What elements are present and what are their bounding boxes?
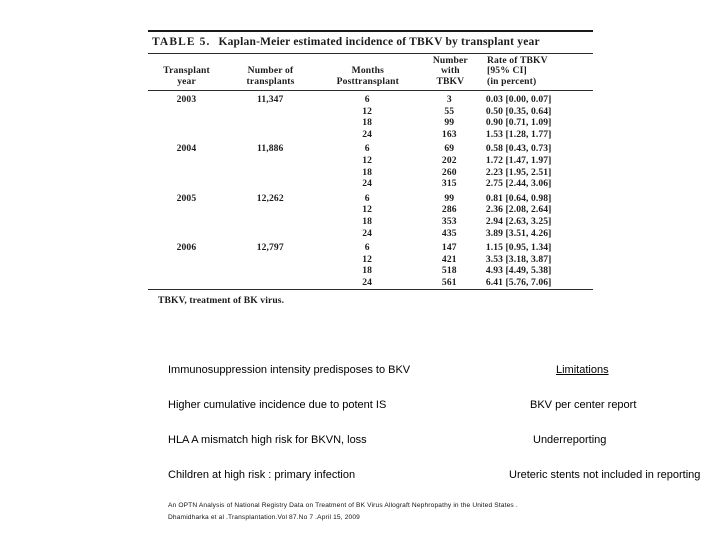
- table-row: [148, 129, 593, 141]
- cell-number-transplants: 11,347: [257, 94, 284, 105]
- cell-months-posttransplant: 6: [364, 143, 370, 155]
- cell-number-with-tbkv: 421: [441, 253, 457, 265]
- cell-rate-of-tbkv: 3.89 [3.51, 4.26]: [485, 227, 552, 239]
- table-row: [148, 216, 593, 228]
- cell-number-transplants: [225, 216, 316, 228]
- cell-number-transplants: 11,886: [257, 143, 284, 155]
- cell-transplant-year: [148, 254, 225, 266]
- table-header: [148, 54, 593, 91]
- cell-number-with-tbkv: 518: [441, 265, 457, 277]
- cell-number-transplants: 12,797: [256, 242, 284, 254]
- cell-months-posttransplant: 18: [362, 265, 373, 277]
- limitations-heading: Limitations: [556, 364, 609, 376]
- table-row: [148, 265, 593, 277]
- cell-number-with-tbkv: 561: [441, 276, 457, 288]
- table-row: [148, 228, 593, 240]
- cell-rate-of-tbkv: 6.41 [5.76, 7.06]: [485, 276, 552, 288]
- cell-months-posttransplant: 18: [362, 215, 373, 227]
- cell-number-transplants: [225, 106, 316, 118]
- bullet-row-1: [0, 363, 720, 398]
- cell-months-posttransplant: 24: [362, 227, 373, 239]
- cell-months-posttransplant: 12: [362, 154, 373, 166]
- bullet-higher-cumulative-incidence: Higher cumulative incidence due to potent IS: [168, 399, 387, 411]
- cell-rate-of-tbkv: 3.53 [3.18, 3.87]: [485, 253, 552, 265]
- cell-rate-of-tbkv: 2.75 [2.44, 3.06]: [485, 178, 552, 190]
- cell-transplant-year: 2003: [176, 94, 197, 105]
- table-row: [148, 91, 593, 106]
- cell-transplant-year: [148, 228, 225, 240]
- table-row: [148, 117, 593, 129]
- column-header-rate-of-tbkv: Rate of TBKV [95% CI] (in percent): [486, 54, 548, 87]
- cell-months-posttransplant: 18: [362, 117, 373, 129]
- cell-number-transplants: [225, 277, 316, 289]
- bullet-children-at-high-risk: Children at high risk : primary infection: [168, 469, 356, 481]
- cell-rate-of-tbkv: 1.72 [1.47, 1.97]: [485, 154, 552, 166]
- table-caption-label: TABLE 5.: [152, 36, 211, 48]
- cell-months-posttransplant: 24: [362, 128, 373, 140]
- table-row: [148, 167, 593, 179]
- cell-number-transplants: [225, 167, 316, 179]
- cell-number-with-tbkv: 55: [444, 105, 455, 117]
- cell-number-transplants: [225, 254, 316, 266]
- cell-number-transplants: [225, 265, 316, 277]
- cell-months-posttransplant: 6: [364, 94, 370, 105]
- cell-months-posttransplant: 6: [364, 242, 370, 254]
- cell-number-transplants: [225, 178, 316, 190]
- slide-body: [0, 363, 720, 503]
- table-row: [148, 277, 593, 289]
- table-row: [148, 155, 593, 167]
- cell-number-transplants: [225, 155, 316, 167]
- cell-rate-of-tbkv: 0.90 [0.71, 1.09]: [485, 117, 552, 129]
- cell-number-with-tbkv: 202: [441, 154, 457, 166]
- cell-rate-of-tbkv: 2.23 [1.95, 2.51]: [485, 166, 552, 178]
- cell-rate-of-tbkv: 0.58 [0.43, 0.73]: [485, 143, 552, 155]
- cell-months-posttransplant: 18: [362, 166, 373, 178]
- column-header-number-with-tbkv: Number with TBKV: [432, 54, 468, 87]
- cell-transplant-year: [148, 204, 225, 216]
- cell-months-posttransplant: 12: [362, 105, 373, 117]
- cell-transplant-year: [148, 178, 225, 190]
- cell-number-with-tbkv: 3: [446, 94, 452, 105]
- citation-footnote: [168, 500, 518, 523]
- cell-number-with-tbkv: 99: [444, 192, 455, 204]
- cell-transplant-year: [148, 106, 225, 118]
- cell-rate-of-tbkv: 1.15 [0.95, 1.34]: [485, 242, 552, 254]
- table-body: [148, 91, 593, 289]
- bullet-immunosuppression-intensity: Immunosuppression intensity predisposes to BKV: [168, 364, 411, 376]
- cell-rate-of-tbkv: 2.36 [2.08, 2.64]: [485, 204, 552, 216]
- bullet-row-3: [0, 433, 720, 468]
- table-row: [148, 254, 593, 266]
- cell-number-with-tbkv: 260: [441, 166, 457, 178]
- table-caption: [148, 32, 593, 53]
- table-row: [148, 204, 593, 216]
- cell-transplant-year: [148, 155, 225, 167]
- cell-number-transplants: [225, 117, 316, 129]
- cell-months-posttransplant: 12: [362, 204, 373, 216]
- cell-number-with-tbkv: 147: [441, 242, 457, 254]
- kaplan-meier-table: [148, 54, 593, 91]
- cell-number-with-tbkv: 69: [444, 143, 455, 155]
- column-header-months-posttransplant: Months Posttransplant: [336, 65, 399, 87]
- cell-transplant-year: 2005: [176, 192, 197, 204]
- bullet-row-4: [0, 468, 720, 503]
- cell-transplant-year: [148, 129, 225, 141]
- cell-number-transplants: [225, 204, 316, 216]
- limitation-per-center-report: BKV per center report: [530, 399, 637, 411]
- table-caption-text: Kaplan-Meier estimated incidence of TBKV by transplant year: [218, 36, 540, 48]
- cell-rate-of-tbkv: 0.81 [0.64, 0.98]: [485, 192, 552, 204]
- column-header-transplant-year: Transplant year: [163, 65, 210, 87]
- cell-number-with-tbkv: 315: [441, 178, 457, 190]
- cell-number-transplants: [225, 129, 316, 141]
- cell-rate-of-tbkv: 0.50 [0.35, 0.64]: [485, 105, 552, 117]
- cell-transplant-year: [148, 117, 225, 129]
- cell-rate-of-tbkv: 1.53 [1.28, 1.77]: [485, 128, 552, 140]
- kaplan-meier-table-body: [148, 91, 593, 289]
- cell-number-transplants: [225, 228, 316, 240]
- table-header-row: [148, 54, 593, 91]
- cell-months-posttransplant: 24: [362, 276, 373, 288]
- cell-transplant-year: [148, 277, 225, 289]
- table-footnote: TBKV, treatment of BK virus.: [158, 294, 285, 306]
- table-row: [148, 140, 593, 155]
- cell-transplant-year: 2006: [176, 242, 197, 254]
- cell-number-with-tbkv: 99: [444, 117, 455, 129]
- cell-number-with-tbkv: 163: [441, 128, 457, 140]
- bullet-hla-a-mismatch: HLA A mismatch high risk for BKVN, loss: [168, 434, 367, 446]
- cell-months-posttransplant: 12: [362, 253, 373, 265]
- citation-line-1: An OPTN Analysis of National Registry Data on Treatment of BK Virus Allograft Nephropathy in the United States .: [168, 502, 518, 509]
- cell-number-transplants: 12,262: [256, 192, 284, 204]
- cell-transplant-year: [148, 167, 225, 179]
- cell-number-with-tbkv: 435: [441, 227, 457, 239]
- citation-line-2: Dhamidharka et al .Transplantation.Vol 87.No 7 .April 15, 2009: [168, 513, 360, 521]
- column-header-number-of-transplants: Number of transplants: [246, 65, 295, 87]
- cell-transplant-year: 2004: [176, 143, 197, 155]
- table-row: [148, 106, 593, 118]
- cell-months-posttransplant: 6: [364, 192, 370, 204]
- table-row: [148, 239, 593, 254]
- cell-transplant-year: [148, 216, 225, 228]
- cell-number-with-tbkv: 353: [441, 215, 457, 227]
- cell-months-posttransplant: 24: [362, 178, 373, 190]
- table-row: [148, 190, 593, 205]
- limitation-ureteric-stents: Ureteric stents not included in reporting: [509, 469, 701, 481]
- cell-rate-of-tbkv: 4.93 [4.49, 5.38]: [485, 265, 552, 277]
- cell-rate-of-tbkv: 2.94 [2.63, 3.25]: [485, 215, 552, 227]
- limitation-underreporting: Underreporting: [533, 434, 607, 446]
- bullet-row-2: [0, 398, 720, 433]
- table-figure: [148, 30, 593, 306]
- cell-number-with-tbkv: 286: [441, 204, 457, 216]
- cell-rate-of-tbkv: 0.03 [0.00, 0.07]: [485, 94, 552, 105]
- table-row: [148, 178, 593, 190]
- cell-transplant-year: [148, 265, 225, 277]
